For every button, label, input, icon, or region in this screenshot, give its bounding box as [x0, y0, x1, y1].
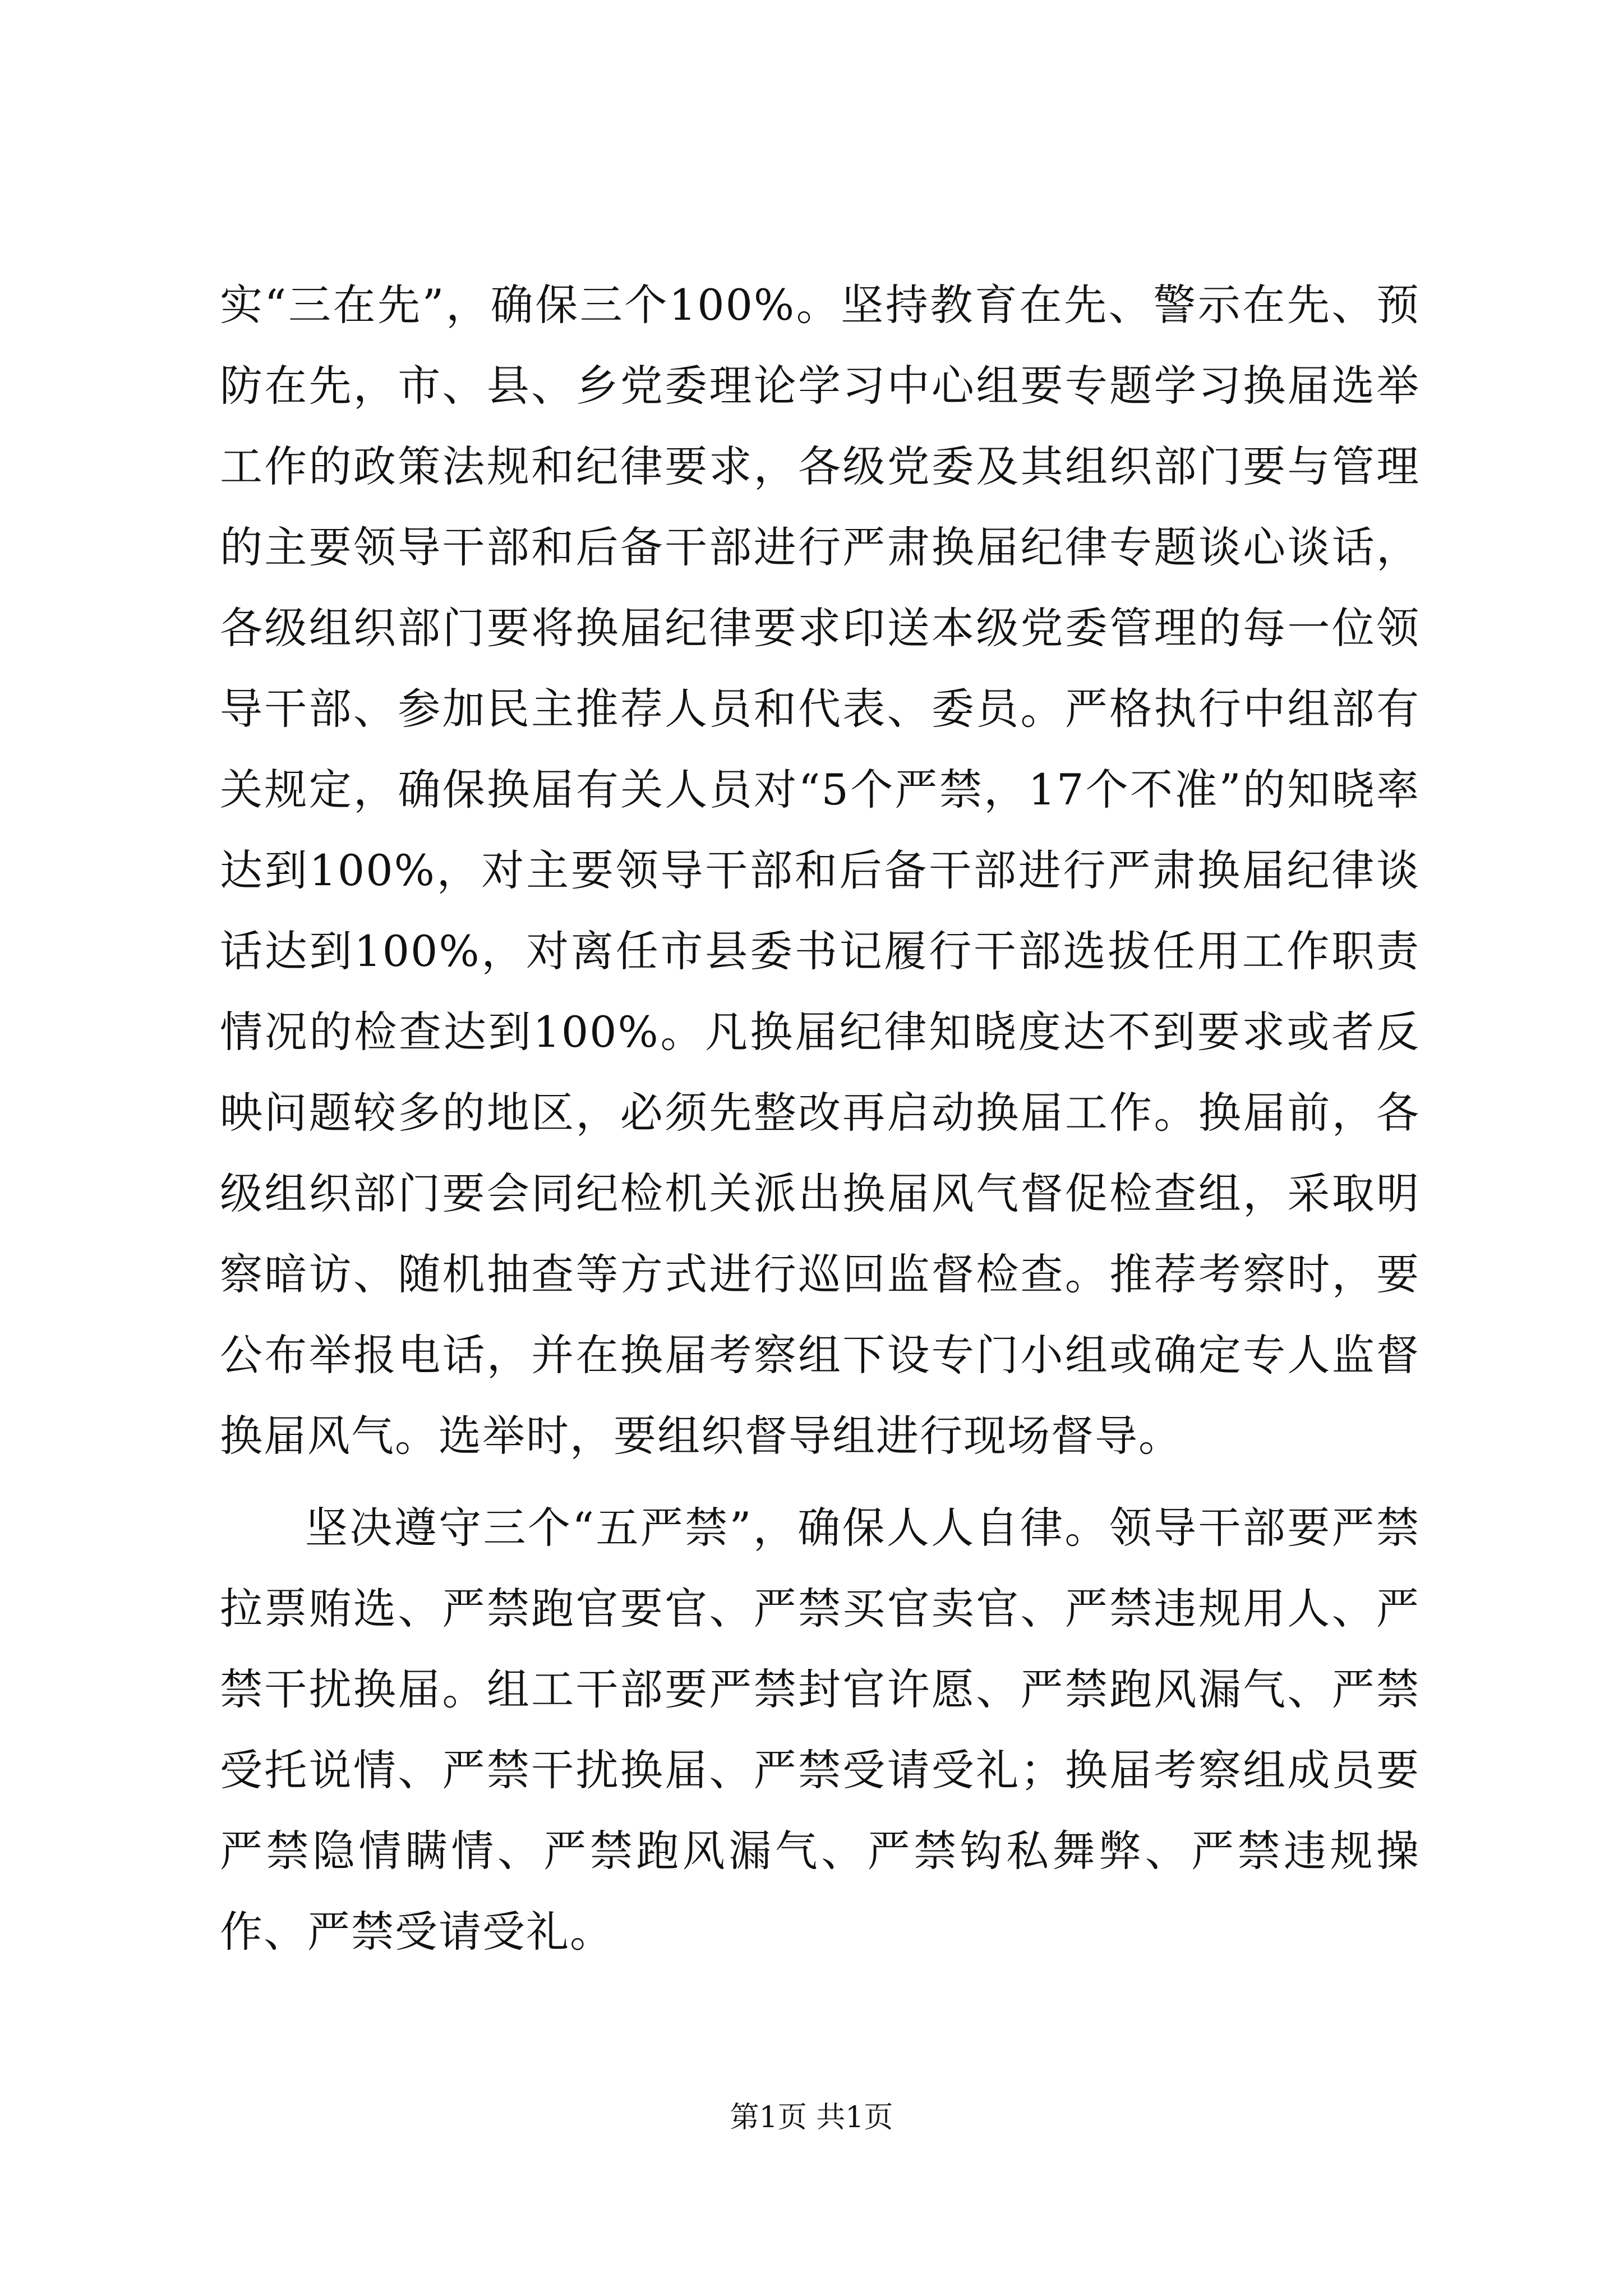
paragraph-1: 实“三在先”，确保三个100%。坚持教育在先、警示在先、预防在先，市、县、乡党委理论学习中心组要专题学习换届选举工作的政策法规和纪律要求，各级党委及其组织部门要与管理的主要领导干部和后备干部进行严肃换届纪律专题谈心谈话，各级组织部门要将换届纪律要求印送本级党委管理的每一位领导干部、参加民主推荐人员和代表、委员。严格执行中组部有关规定，确保换届有关人员对“5个严禁，17个不准”的知晓率达到100%，对主要领导干部和后备干部进行严肃换届纪律谈话达到100%，对离任市县委书记履行干部选拔任用工作职责情况的检查达到100%。凡换届纪律知晓度达不到要求或者反映问题较多的地区，必须先整改再启动换届工作。换届前，各级组织部门要会同纪检机关派出换届风气督促检查组，采取明察暗访、随机抽查等方式进行巡回监督检查。推荐考察时，要公布举报电话，并在换届考察组下设专门小组或确定专人监督换届风气。选举时，要组织督导组进行现场督导。 [220, 280, 1420, 1461]
paragraph-2: 坚决遵守三个“五严禁”，确保人人自律。领导干部要严禁拉票贿选、严禁跑官要官、严禁买官卖官、严禁违规用人、严禁干扰换届。组工干部要严禁封官许愿、严禁跑风漏气、严禁受托说情、严禁干扰换届、严禁受请受礼；换届考察组成员要严禁隐情瞒情、严禁跑风漏气、严禁钩私舞弊、严禁违规操作、严禁受请受礼。 [220, 1503, 1420, 1957]
document-body [220, 265, 1420, 1972]
page-footer: 第1页 共1页 [730, 2101, 893, 2134]
